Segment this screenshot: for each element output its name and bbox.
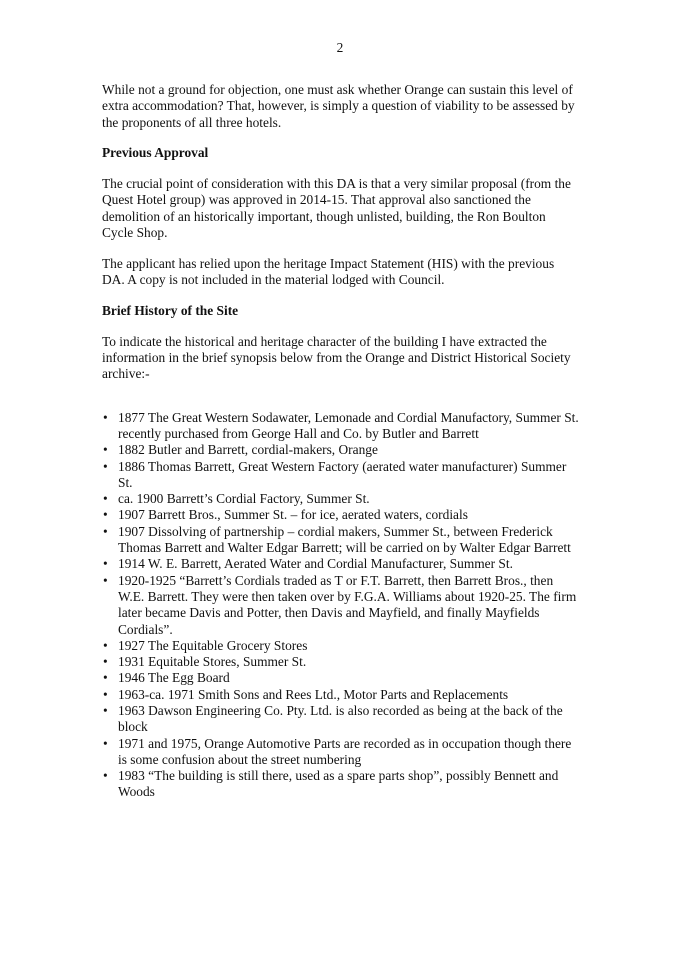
list-item	[103, 409, 580, 443]
list-item-text: 1907 Dissolving of partnership – cordial makers, Summer St., between Frederick Thomas Barrett and Walter Edgar Barrett; will be carried on by Walter Edgar Barrett	[118, 523, 571, 556]
bullet-icon: •	[103, 637, 108, 653]
list-item-text: 1927 The Equitable Grocery Stores	[118, 637, 308, 653]
list-item-text: ca. 1900 Barrett’s Cordial Factory, Summer St.	[118, 491, 370, 507]
bullet-icon: •	[103, 735, 108, 751]
previous-approval-heading: Previous Approval	[102, 145, 209, 161]
previous-approval-paragraph: The crucial point of consideration with this DA is that a very similar proposal (from the Quest Hotel group) was approved in 2014-15. That approval also sanctioned the demolition of an historically important, though unlisted, building, the Ron Boulton Cycle Shop.	[102, 176, 571, 241]
history-list	[103, 409, 580, 801]
list-item-text: 1882 Butler and Barrett, cordial-makers, Orange	[118, 442, 378, 458]
list-item	[103, 654, 580, 670]
list-item	[103, 768, 580, 801]
list-item-text: 1907 Barrett Bros., Summer St. – for ice, aerated waters, cordials	[118, 507, 468, 523]
bullet-icon: •	[103, 507, 108, 523]
bullet-icon: •	[103, 572, 108, 588]
list-item-text: 1920-1925 “Barrett’s Cordials traded as T or F.T. Barrett, then Barrett Bros., then W.E. Barrett. They were then taken over by F.G.A. Williams about 1920-25. The firm later became Davis and Potter, then Davis and Mayfield, and finally Mayfields Cordials”.	[118, 572, 577, 637]
document-body	[102, 82, 580, 801]
site-history-intro: To indicate the historical and heritage character of the building I have extracted the information in the brief synopsis below from the Orange and District Historical Society archive:-	[102, 333, 571, 382]
list-item	[103, 523, 580, 557]
site-history-heading: Brief History of the Site	[102, 302, 239, 318]
list-item	[103, 735, 580, 769]
list-item	[103, 637, 580, 654]
bullet-icon: •	[103, 670, 108, 686]
list-item	[103, 442, 580, 458]
list-item-text: 1914 W. E. Barrett, Aerated Water and Cordial Manufacturer, Summer St.	[118, 556, 513, 572]
bullet-icon: •	[103, 768, 108, 784]
bullet-icon: •	[103, 686, 108, 702]
bullet-icon: •	[103, 654, 108, 670]
bullet-icon: •	[103, 556, 108, 572]
list-item-text: 1946 The Egg Board	[118, 670, 230, 686]
bullet-icon: •	[103, 523, 108, 539]
intro-paragraph: While not a ground for objection, one must ask whether Orange can sustain this level of extra accommodation? That, however, is simply a question of viability to be assessed by the proponents of all three hotels.	[102, 82, 575, 130]
bullet-icon: •	[103, 703, 108, 718]
list-item-text: 1963-ca. 1971 Smith Sons and Rees Ltd., Motor Parts and Replacements	[118, 686, 509, 702]
list-item-text: 1931 Equitable Stores, Summer St.	[118, 654, 307, 670]
list-item	[103, 572, 580, 638]
bullet-icon: •	[103, 491, 108, 507]
bullet-icon: •	[103, 409, 108, 425]
list-item-text: 1877 The Great Western Sodawater, Lemonade and Cordial Manufactory, Summer St. recently purchased from George Hall and Co. by Butler and Barrett	[118, 409, 579, 441]
list-item	[103, 507, 580, 523]
list-item-text: 1886 Thomas Barrett, Great Western Factory (aerated water manufacturer) Summer St.	[118, 458, 567, 490]
bullet-icon: •	[103, 442, 108, 458]
list-item	[103, 556, 580, 572]
previous-approval-paragraph: The applicant has relied upon the heritage Impact Statement (HIS) with the previous DA. A copy is not included in the material lodged with Council.	[102, 255, 555, 288]
list-item-text: 1971 and 1975, Orange Automotive Parts are recorded as in occupation though there is some confusion about the street numbering	[118, 735, 572, 767]
list-item	[103, 670, 580, 686]
list-item-text: 1983 “The building is still there, used as a spare parts shop”, possibly Bennett and Woods	[118, 768, 559, 800]
page-number: 2	[336, 40, 344, 55]
list-item	[103, 703, 580, 736]
list-item	[103, 491, 580, 507]
list-item-text: 1963 Dawson Engineering Co. Pty. Ltd. is also recorded as being at the back of the block	[118, 703, 563, 735]
list-item	[103, 458, 580, 492]
list-item	[103, 686, 580, 703]
bullet-icon: •	[103, 458, 108, 474]
